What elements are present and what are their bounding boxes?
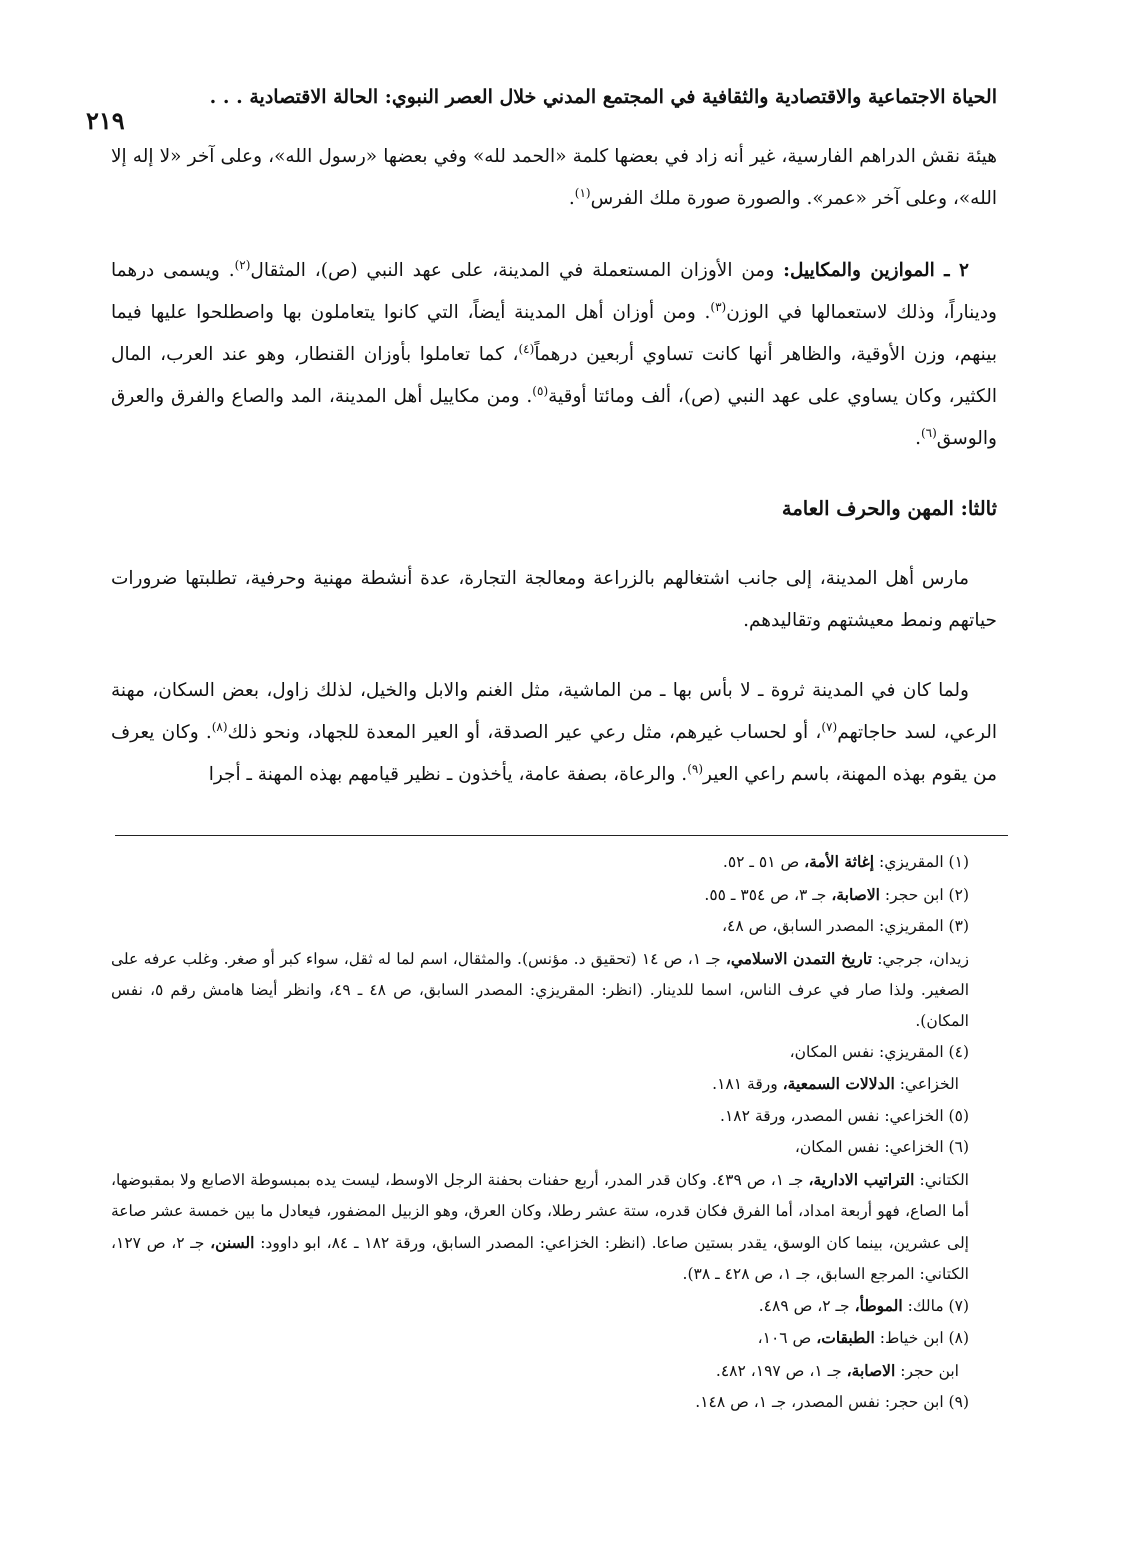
subsection-title-weights: ٢ ـ الموازين والمكاييل: bbox=[783, 260, 969, 281]
footnote-4: (٤) المقريزي: نفس المكان، bbox=[789, 1042, 969, 1061]
footnotes bbox=[111, 846, 997, 1419]
paragraph-herding: ولما كان في المدينة ثروة ـ لا بأس بها ـ من الماشية، مثل الغنم والابل والخيل، لذلك زاول، بعض السكان، مهنة الرعي، لسد حاجاتهم$^{(٧)}$، أو لحساب غيرهم، مثل رعي عير الصدقة، أو العير المعدة للجهاد، ونحو ذلك$^{(٨)}$. وكان يعرف من يقوم بهذه المهنة، باسم راعي العير$^{(٩)}$. والرعاة، بصفة عامة، يأخذون ـ نظير قيامهم بهذه المهنة ـ أجرا bbox=[111, 680, 997, 785]
running-header: الحياة الاجتماعية والاقتصادية والثقافية في المجتمع المدني خلال العصر النبوي: الحالة الاقتصادية . . . bbox=[209, 86, 997, 108]
footnote-8-continued: ابن حجر: الاصابة، جـ ١، ص ١٩٧، ٤٨٢. bbox=[715, 1360, 959, 1380]
main-text bbox=[111, 136, 997, 796]
footnote-5: (٥) الخزاعي: نفس المصدر، ورقة ١٨٢. bbox=[720, 1106, 969, 1125]
footnote-ref-6[interactable]: (٦) bbox=[920, 425, 937, 440]
footnote-ref-9[interactable]: (٩) bbox=[687, 761, 704, 776]
footnote-ref-7[interactable]: (٧) bbox=[821, 719, 838, 734]
footnote-3-continued: زيدان، جرجي: تاريخ التمدن الاسلامي، جـ ١، ص ١٤ (تحقيق د. مؤنس). والمثقال، اسم لما له ثقل، سواء كبر أو صغر. وغلب عرفه على الصغير. ولذا صار في عرف الناس، اسما للدينار. (انظر: المقريزي: المصدر السابق، ص ٤٨ ـ ٤٩، وانظر أيضا هامش رقم ٥، نفس المكان). bbox=[111, 948, 970, 1030]
footnote-ref-1[interactable]: (١) bbox=[574, 185, 591, 200]
footnote-ref-8[interactable]: (٨) bbox=[211, 719, 228, 734]
paragraph-coin-inscriptions: هيئة نقش الدراهم الفارسية، غير أنه زاد في بعضها كلمة «الحمد لله» وفي بعضها «رسول الله»، وعلى آخر «لا إله إلا الله»، وعلى آخر «عمر». والصورة صورة ملك الفرس$^{(١)}$. bbox=[111, 146, 997, 209]
footnote-divider bbox=[115, 835, 1008, 836]
footnote-2: (٢) ابن حجر: الاصابة، جـ ٣، ص ٣٥٤ ـ ٥٥. bbox=[704, 884, 969, 904]
footnote-1: (١) المقريزي: إغاثة الأمة، ص ٥١ ـ ٥٢. bbox=[722, 852, 969, 871]
footnote-6-continued: الكتاني: التراتيب الادارية، جـ ١، ص ٤٣٩. وكان قدر المدر، أربع حفنات بحفنة الرجل الاوسط، ليست يده بمبسوطة الاصابع ولا بمقبوضها، أما الصاع، فهو أربعة امداد، أما الفرق فكان قدره، ستة عشر رطلا، وكان العرق، وهو الزبيل المضفور، فيعادل ما بين خمسة عشر صاعة إلى عشرين، بينما كان الوسق، يقدر بستين صاعا. (انظر: الخزاعي: المصدر السابق، ورقة ١٨٢ ـ ٨٤، ابو داوود: السنن، جـ ٢، ص ١٢٧، الكتاني: المرجع السابق، جـ ١، ص ٤٢٨ ـ ٣٨). bbox=[111, 1169, 969, 1283]
footnote-4-continued: الخزاعي: الدلالات السمعية، ورقة ١٨١. bbox=[712, 1074, 959, 1093]
footnote-3: (٣) المقريزي: المصدر السابق، ص ٤٨، bbox=[722, 917, 969, 935]
footnote-6: (٦) الخزاعي: نفس المكان، bbox=[794, 1138, 969, 1156]
footnote-9: (٩) ابن حجر: نفس المصدر، جـ ١، ص ١٤٨. bbox=[695, 1393, 969, 1411]
footnote-7: (٧) مالك: الموطأ، جـ ٢، ص ٤٨٩. bbox=[758, 1295, 969, 1315]
footnote-ref-2[interactable]: (٢) bbox=[234, 257, 251, 272]
footnote-8: (٨) ابن خياط: الطبقات، ص ١٠٦، bbox=[757, 1328, 969, 1347]
footnote-ref-3[interactable]: (٣) bbox=[710, 299, 727, 314]
page-number: ٢١٩ bbox=[86, 106, 125, 135]
footnote-ref-5[interactable]: (٥) bbox=[532, 383, 549, 398]
section-heading: ثالثا: المهن والحرف العامة bbox=[781, 497, 997, 520]
paragraph-weights-measures: ٢ ـ الموازين والمكاييل: ومن الأوزان المستعملة في المدينة، على عهد النبي (ص)، المثقال$^{(٢)}$. ويسمى درهما وديناراً، وذلك لاستعمالها في الوزن$^{(٣)}$. ومن أوزان أهل المدينة أيضاً، التي كانوا يتعاملون بها واصطلحوا عليها فيما بينهم، وزن الأوقية، والظاهر أنها كانت تساوي أربعين درهماً$^{(٤)}$، كما تعاملوا بأوزان القنطار، وهو عند العرب، المال الكثير، وكان يساوي على عهد النبي (ص)، ألف ومائتا أوقية$^{(٥)}$. ومن مكاييل أهل المدينة، المد والصاع والفرق والعرق والوسق$^{(٦)}$. bbox=[111, 257, 997, 449]
footnote-ref-4[interactable]: (٤) bbox=[518, 341, 535, 356]
paragraph-crafts-intro: مارس أهل المدينة، إلى جانب اشتغالهم بالزراعة ومعالجة التجارة، عدة أنشطة مهنية وحرفية، تطلبتها ضرورات حياتهم ونمط معيشتهم وتقاليدهم. bbox=[111, 568, 997, 631]
